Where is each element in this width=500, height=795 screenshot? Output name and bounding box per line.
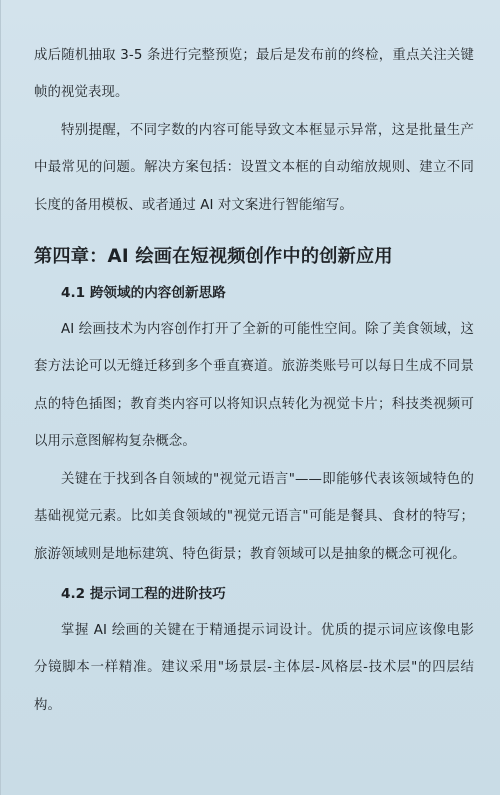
section-heading-4-1: 4.1 跨领域的内容创新思路 xyxy=(61,285,226,301)
chapter-title: 第四章：AI 绘画在短视频创作中的创新应用 xyxy=(34,246,393,267)
paragraph-visual-language: 关键在于找到各自领域的"视觉元语言"——即能够代表该领域特色的基础视觉元素。比如美食领域的"视觉元语言"可能是餐具、食材的特写；旅游领域则是地标建筑、特色街景；教育领域可以是抽象的概念可视化。 xyxy=(34,472,474,562)
paragraph-preview-check: 成后随机抽取 3-5 条进行完整预览；最后是发布前的终检，重点关注关键帧的视觉表现。 xyxy=(34,48,474,101)
section-heading-4-2: 4.2 提示词工程的进阶技巧 xyxy=(61,586,226,602)
paragraph-prompt-design: 掌握 AI 绘画的关键在于精通提示词设计。优质的提示词应该像电影分镜脚本一样精准。建议采用"场景层-主体层-风格层-技术层"的四层结构。 xyxy=(34,623,474,713)
paragraph-cross-domain: AI 绘画技术为内容创作打开了全新的可能性空间。除了美食领域，这套方法论可以无缝迁移到多个垂直赛道。旅游类账号可以每日生成不同景点的特色插图；教育类内容可以将知识点转化为视觉卡片；科技类视频可以用示意图解构复杂概念。 xyxy=(34,322,474,449)
paragraph-textbox-warning: 特别提醒，不同字数的内容可能导致文本框显示异常，这是批量生产中最常见的问题。解决方案包括：设置文本框的自动缩放规则、建立不同长度的备用模板、或者通过 AI 对文案进行智能缩写。 xyxy=(34,123,474,213)
